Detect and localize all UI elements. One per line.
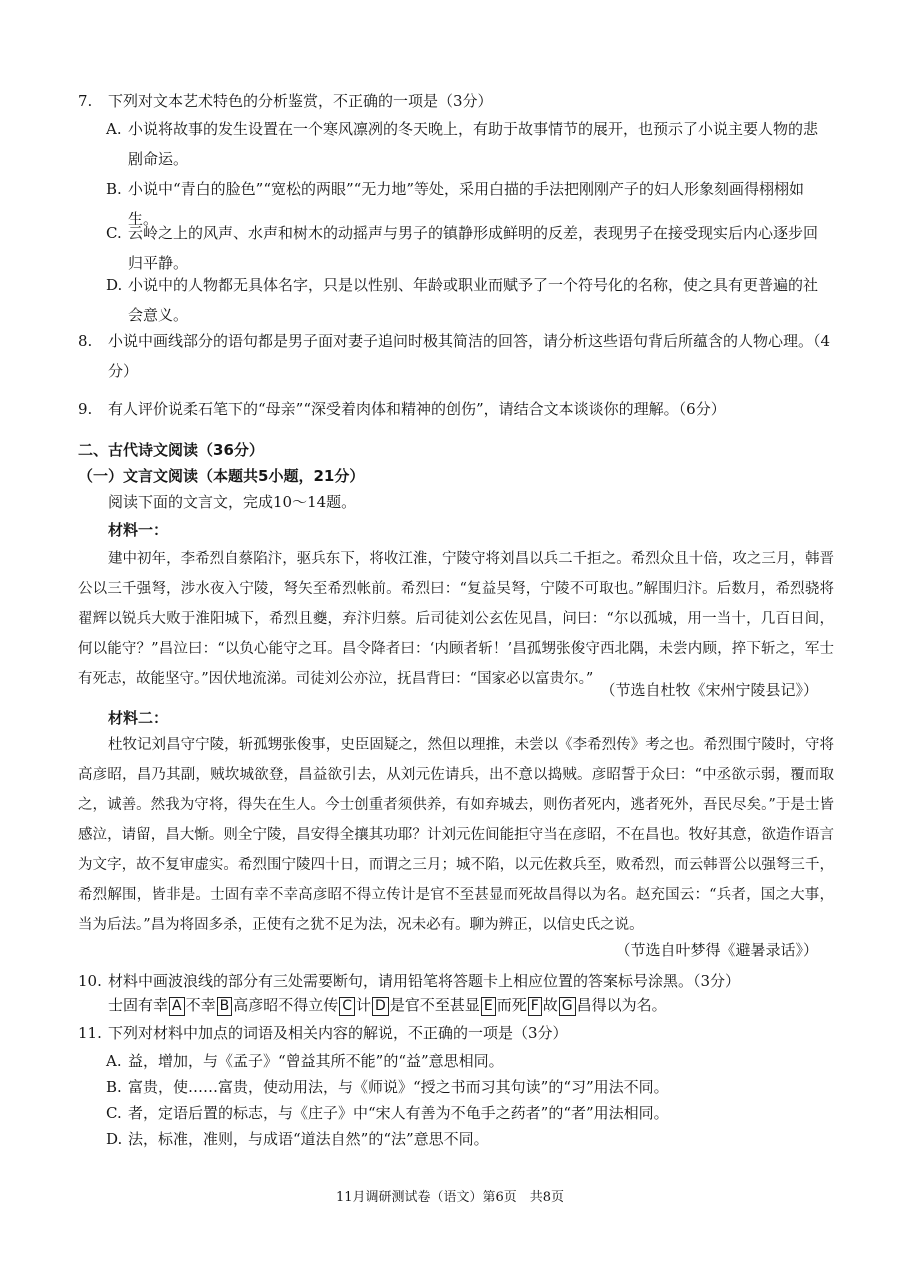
- page-footer: 11月调研测试卷（语文）第6页 共8页: [335, 1190, 565, 1205]
- option-letter: C.: [106, 224, 122, 242]
- question-number: 10.: [78, 972, 102, 990]
- option-letter: A.: [106, 1052, 122, 1070]
- question-number: 9.: [78, 400, 93, 418]
- option-letter: B.: [106, 1078, 122, 1096]
- option-letter: D.: [106, 1130, 123, 1148]
- sentence-with-boxes: [108, 992, 667, 1018]
- segment: 士固有幸: [108, 996, 169, 1014]
- option-text: 法，标准，准则，与成语“道法自然”的“法”意思不同。: [128, 1130, 489, 1148]
- subsection-title: （一）文言文阅读（本题共5小题，21分）: [78, 467, 365, 485]
- segment: 高彦昭不得立传: [233, 996, 339, 1014]
- material-2-text: 杜牧记刘昌守宁陵，斩孤甥张俊事，史臣固疑之，然但以理推，未尝以《李希烈传》考之也。希烈围宁陵时，守将高彦昭，昌乃其副，贼坎城欲登，昌益欲引去，从刘元佐请兵，出不意以捣贼。彦昭誓于众曰：“中丞欲示弱，覆而取之，诚善。然我为守将，得失在生人。今士创重者须供养，有如弃城去，则伤者死内，逃者死外，吾民尽矣。”于是士皆感泣，请留，昌大惭。则全宁陵，昌安得全攘其功耶？计刘元佐间能拒守当在彦昭，不在昌也。牧好其意，欲造作语言为文字，故不复审虚实。希烈围宁陵四十日，而谓之三月；城不陷，以元佐救兵至，败希烈，而云韩晋公以强弩三千，希烈解围，皆非是。士固有幸不幸高彦昭不得立传计是官不至甚显而死故昌得以为名。赵充国云：“兵者，国之大事，当为后法。”昌为将固多杀，正使有之犹不足为法，况未必有。聊为辨正，以信史氏之说。: [78, 737, 834, 933]
- option-letter: A.: [106, 120, 122, 138]
- break-box-e[interactable]: E: [481, 997, 496, 1016]
- option-letter: D.: [106, 276, 123, 294]
- question-9: [78, 394, 838, 424]
- break-box-f[interactable]: F: [528, 997, 542, 1016]
- question-stem: 下列对材料中加点的词语及相关内容的解说，不正确的一项是（3分）: [108, 1024, 568, 1042]
- question-stem: 材料中画波浪线的部分有三处需要断句，请用铅笔将答题卡上相应位置的答案标号涂黑。（3分）: [108, 972, 741, 990]
- question-7: [78, 86, 838, 116]
- segment: 昌得以为名。: [576, 996, 667, 1014]
- option-letter: C.: [106, 1104, 122, 1122]
- question-number: 7.: [78, 92, 93, 110]
- material-1-label: 材料一：: [108, 521, 169, 539]
- option-text: 小说将故事的发生设置在一个寒风凛冽的冬天晚上，有助于故事情节的展开，也预示了小说主要人物的悲剧命运。: [128, 120, 819, 168]
- option-text: 云岭之上的风声、水声和树木的动摇声与男子的镇静形成鲜明的反差，表现男子在接受现实后内心逐步回归平静。: [128, 224, 819, 272]
- option-a[interactable]: [106, 114, 831, 174]
- option-text: 小说中的人物都无具体名字，只是以性别、年龄或职业而赋予了一个符号化的名称，使之具有更普遍的社会意义。: [128, 276, 819, 324]
- question-number: 8.: [78, 332, 93, 350]
- option-text: 者，定语后置的标志，与《庄子》中“宋人有善为不龟手之药者”的“者”用法相同。: [128, 1104, 669, 1122]
- break-box-a[interactable]: A: [169, 997, 185, 1016]
- question-11: [78, 1018, 838, 1048]
- material-2-label: 材料二：: [108, 709, 169, 727]
- option-text: 富贵，使……富贵，使动用法，与《师说》“授之书而习其句读”的“习”用法不同。: [128, 1078, 669, 1096]
- option-d[interactable]: [106, 1124, 831, 1154]
- material-1-text: 建中初年，李希烈自蔡陷汴，驱兵东下，将收江淮，宁陵守将刘昌以兵二千拒之。希烈众且十倍，攻之三月，韩晋公以三千强弩，涉水夜入宁陵，弩矢至希烈帐前。希烈曰：“复益吴弩，宁陵不可取也。”解围归汴。后数月，希烈骁将翟辉以锐兵大败于淮阳城下，希烈且夔，弃汴归蔡。后司徒刘公玄佐见昌，问曰：“尔以孤城，用一当十，几百日间，何以能守？”昌泣曰：“以负心能守之耳。昌令降者曰：‘内顾者斩！’昌孤甥张俊守西北隅，未尝内顾，捽下斩之，军士有死志，故能坚守。”因伏地流涕。司徒刘公亦泣，抚昌背曰：“国家必以富贵尔。”: [78, 551, 834, 687]
- break-box-b[interactable]: B: [217, 997, 233, 1016]
- segment: 计: [356, 996, 372, 1014]
- break-box-c[interactable]: C: [339, 997, 355, 1016]
- segment: 而死: [496, 996, 527, 1014]
- option-text: 小说中“青白的脸色”“宽松的两眼”“无力地”等处，采用白描的手法把刚刚产子的妇人形象刻画得栩栩如生。: [128, 180, 805, 228]
- material-1-source: （节选自杜牧《宋州宁陵县记》）: [600, 681, 818, 699]
- question-stem: 有人评价说柔石笔下的“母亲”“深受着肉体和精神的创伤”，请结合文本谈谈你的理解。（6分）: [108, 400, 726, 418]
- segment: 是官不至甚显: [389, 996, 480, 1014]
- question-stem: 下列对文本艺术特色的分析鉴赏，不正确的一项是（3分）: [108, 92, 493, 110]
- option-d[interactable]: [106, 270, 831, 330]
- instruction: 阅读下面的文言文，完成10～14题。: [108, 493, 357, 511]
- option-text: 益，增加，与《孟子》“曾益其所不能”的“益”意思相同。: [128, 1052, 504, 1070]
- section-title: 二、古代诗文阅读（36分）: [78, 441, 264, 459]
- break-box-d[interactable]: D: [372, 997, 389, 1016]
- question-stem: 小说中画线部分的语句都是男子面对妻子追问时极其简洁的回答，请分析这些语句背后所蕴含的人物心理。（4分）: [108, 332, 831, 380]
- segment: 故: [542, 996, 558, 1014]
- option-c[interactable]: [106, 218, 831, 278]
- question-number: 11.: [78, 1024, 102, 1042]
- option-letter: B.: [106, 180, 122, 198]
- material-2-source: （节选自叶梦得《避暑录话》）: [615, 941, 818, 959]
- question-8: [78, 326, 838, 386]
- segment: 不幸: [185, 996, 216, 1014]
- break-box-g[interactable]: G: [559, 997, 576, 1016]
